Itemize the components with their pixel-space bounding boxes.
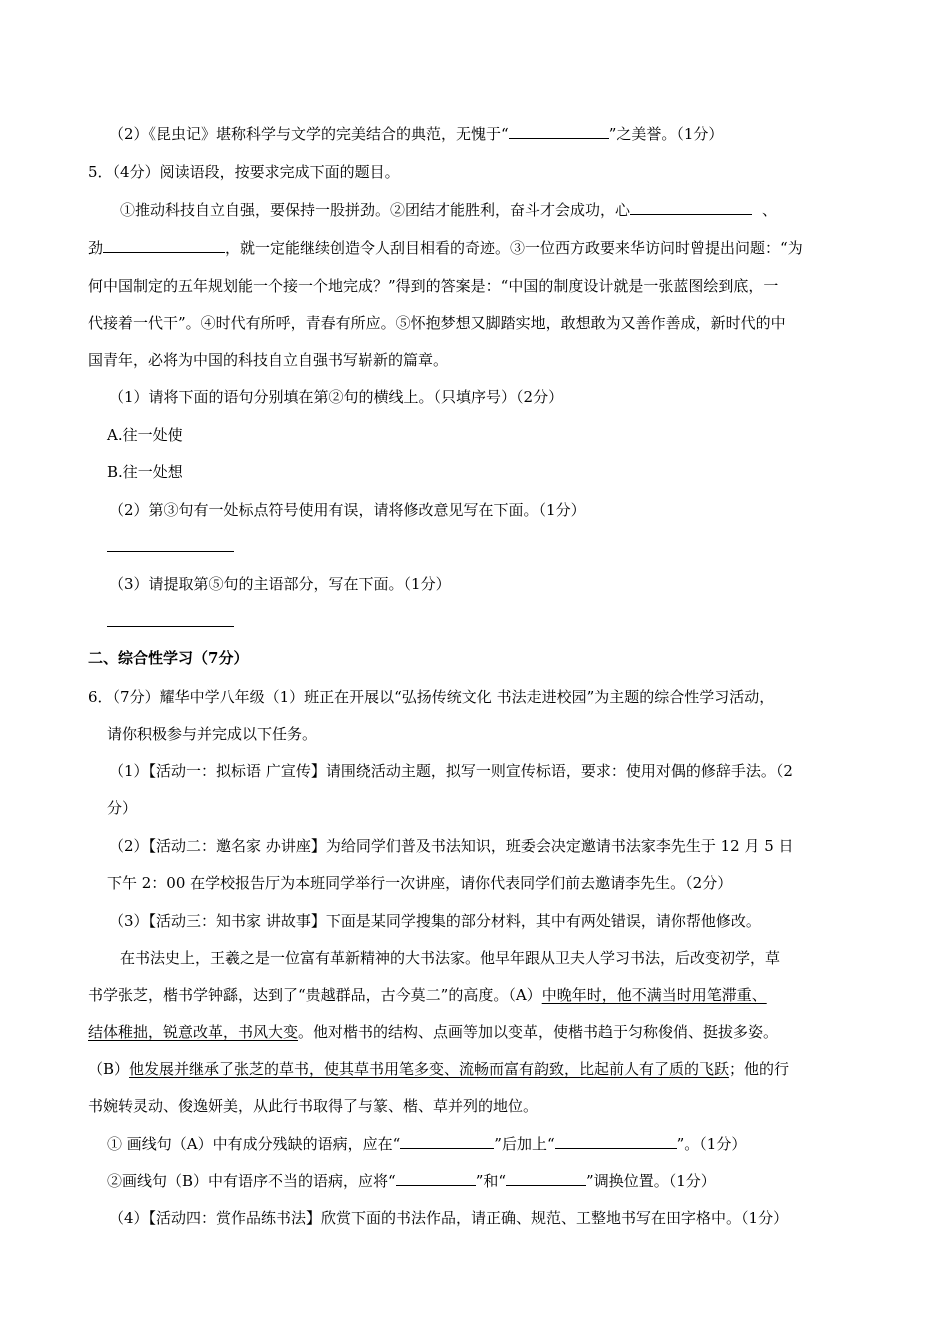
q4-sub2-line xyxy=(109,124,723,144)
q5-passage-line-4: 代接着一代干”。④时代有所呼，青春有所应。⑤怀抱梦想又脚踏实地，敢想敢为又善作善成，新时代的中 xyxy=(88,314,786,332)
answer-blank[interactable] xyxy=(400,1134,494,1149)
passage-text: 劲 xyxy=(88,239,104,257)
correction-text: ① 画线句（A）中有成分残缺的语病，应在“ xyxy=(107,1135,401,1153)
q5-passage-line-2 xyxy=(88,238,803,258)
q6-activity-2: （2）【活动二：邀名家 办讲座】为给同学们普及书法知识，班委会决定邀请书法家李先生于 12 月 5 日 xyxy=(109,837,794,855)
material-text: （B） xyxy=(88,1060,130,1078)
underlined-sentence-b: 他发展并继承了张芝的草书，使其草书用笔多变、流畅而富有韵致，比起前人有了质的飞跃 xyxy=(129,1060,730,1078)
material-line-1: 在书法史上，王羲之是一位富有革新精神的大书法家。他早年跟从卫夫人学习书法，后改变初学，草 xyxy=(120,949,781,967)
passage-text: ，就一定能继续创造令人刮目相看的奇迹。③一位西方政要来华访问时曾提出问题：“为 xyxy=(225,239,803,257)
q5-sub2: （2）第③句有一处标点符号使用有误，请将修改意见写在下面。（1分） xyxy=(109,501,586,519)
correction-text: ”和“ xyxy=(475,1172,507,1190)
q6-stem-line-1: 6．（7分）耀华中学八年级（1）班正在开展以“弘扬传统文化 书法走进校园”为主题的综合性学习活动， xyxy=(88,688,775,706)
section-title: 二、综合性学习（7分） xyxy=(88,649,249,667)
underlined-sentence-a: 中晚年时，他不满当时用笔滞重、 xyxy=(541,986,767,1004)
material-line-2 xyxy=(88,985,767,1005)
answer-blank[interactable] xyxy=(396,1171,476,1186)
answer-blank[interactable] xyxy=(630,200,752,215)
answer-blank[interactable] xyxy=(509,124,609,139)
underlined-sentence-a: 结体稚拙，锐意改革，书风大变 xyxy=(88,1023,299,1041)
material-text: ；他的行 xyxy=(729,1060,790,1078)
material-line-5: 书婉转灵动、俊逸妍美，从此行书取得了与篆、楷、草并列的地位。 xyxy=(88,1097,539,1115)
answer-blank[interactable] xyxy=(555,1134,677,1149)
q6-activity-1-cont: 分） xyxy=(107,799,138,817)
q5-option-b: B.往一处想 xyxy=(107,463,183,481)
material-line-3 xyxy=(88,1022,778,1042)
correction-text: ”调换位置。（1分） xyxy=(586,1172,716,1190)
material-text: 。他对楷书的结构、点画等加以变革，使楷书趋于匀称俊俏、挺拔多姿。 xyxy=(298,1023,779,1041)
passage-text: 、 xyxy=(762,201,778,219)
q4-sub2-prefix: （2）《昆虫记》堪称科学与文学的完美结合的典范，无愧于“ xyxy=(109,125,509,143)
answer-blank[interactable] xyxy=(103,238,225,253)
q6-activity-4: （4）【活动四：赏作品练书法】欣赏下面的书法作品，请正确、规范、工整地书写在田字格中。（1分） xyxy=(109,1209,789,1227)
passage-text: ①推动科技自立自强，要保持一股拼劲。②团结才能胜利，奋斗才会成功，心 xyxy=(120,201,631,219)
correction-text: ”。（1分） xyxy=(676,1135,747,1153)
answer-line[interactable] xyxy=(107,551,234,552)
q6-correction-1 xyxy=(107,1134,746,1154)
q4-sub2-suffix: ”之美誉。（1分） xyxy=(608,125,724,143)
q5-stem: 5．（4分）阅读语段，按要求完成下面的题目。 xyxy=(88,163,400,181)
q5-sub1: （1）请将下面的语句分别填在第②句的横线上。（只填序号）（2分） xyxy=(109,388,564,406)
answer-line[interactable] xyxy=(107,626,234,627)
material-text: 书学张芝，楷书学钟繇，达到了“贵越群品，古今莫二”的高度。（A） xyxy=(88,986,542,1004)
q6-activity-2-cont: 下午 2：00 在学校报告厅为本班同学举行一次讲座，请你代表同学们前去邀请李先生。（2分） xyxy=(107,874,733,892)
q5-option-a: A.往一处使 xyxy=(107,426,183,444)
material-line-4 xyxy=(88,1059,789,1079)
q5-passage-line-3: 何中国制定的五年规划能一个接一个地完成？”得到的答案是：“中国的制度设计就是一张蓝图绘到底，一 xyxy=(88,277,779,295)
q6-activity-1: （1）【活动一：拟标语 广宣传】请围绕活动主题，拟写一则宣传标语，要求：使用对偶的修辞手法。（2 xyxy=(109,762,793,780)
q6-stem-line-2: 请你积极参与并完成以下任务。 xyxy=(107,725,318,743)
q5-passage-line-1 xyxy=(120,200,777,220)
answer-blank[interactable] xyxy=(506,1171,586,1186)
correction-text: ②画线句（B）中有语序不当的语病，应将“ xyxy=(107,1172,396,1190)
q5-passage-line-5: 国青年，必将为中国的科技自立自强书写崭新的篇章。 xyxy=(88,351,449,369)
q6-activity-3: （3）【活动三：知书家 讲故事】下面是某同学搜集的部分材料，其中有两处错误，请你帮他修改。 xyxy=(109,912,761,930)
correction-text: ”后加上“ xyxy=(494,1135,555,1153)
q5-sub3: （3）请提取第⑤句的主语部分，写在下面。（1分） xyxy=(109,575,451,593)
q6-correction-2 xyxy=(107,1171,716,1191)
